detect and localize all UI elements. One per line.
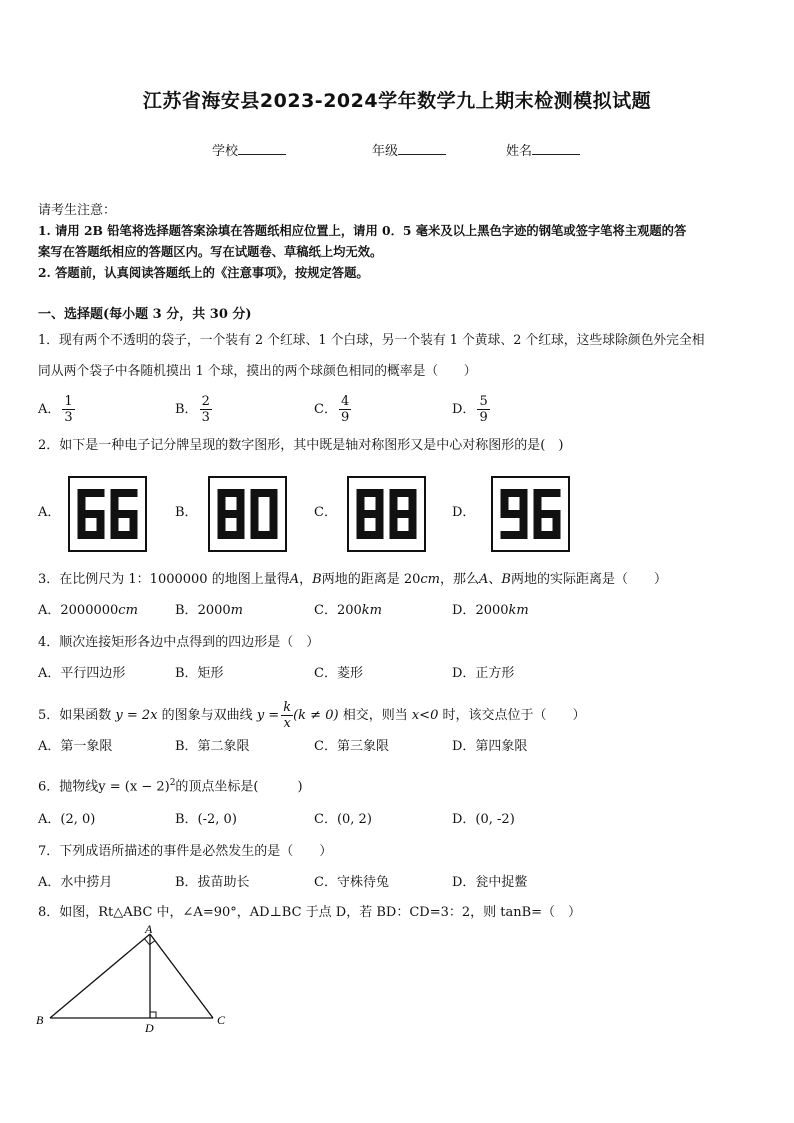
fraction: $\frac{5}{9}$ <box>479 394 488 425</box>
name-field <box>506 140 580 159</box>
notice-line-2: 案写在答题纸相应的答题区内。写在试题卷、草稿纸上均无效。 <box>38 244 383 259</box>
name-blank[interactable] <box>532 142 580 155</box>
q2-option-c-label[interactable]: C． <box>314 505 337 520</box>
digit-segment <box>111 510 138 518</box>
q2-option-a-label[interactable]: A． <box>38 505 61 520</box>
fraction: $\frac{1}{3}$ <box>64 394 73 425</box>
scoreboard-digits <box>70 478 145 550</box>
fraction: $\frac{k}{x}$ <box>283 700 292 731</box>
q1-option-d[interactable]: D． $\frac{5}{9}$ <box>452 394 488 425</box>
school-field <box>212 140 286 159</box>
digit-segment <box>270 489 278 514</box>
q5-option-a[interactable]: A．第一象限 <box>38 739 113 754</box>
q2-text: 2．如下是一种电子记分牌呈现的数字图形，其中既是轴对称图形又是中心对称图形的是( ) <box>38 438 564 453</box>
q6-option-a[interactable]: A．(2, 0) <box>38 812 96 827</box>
scoreboard-digits <box>210 478 285 550</box>
q3-text: 3．在比例尺为 1：1000000 的地图上量得A，B两地的距离是 20cm，那么A、B两地的实际距离是（ ） <box>38 572 667 587</box>
q3-option-b[interactable]: B．2000m <box>175 603 243 618</box>
section-heading: 一、选择题(每小题 3 分，共 30 分) <box>38 307 252 322</box>
q3-option-a[interactable]: A．2000000cm <box>38 603 138 618</box>
notice-line-1: 1. 请用 2B 铅笔将选择题答案涂填在答题纸相应位置上，请用 0．5 毫米及以上黑色字迹的钢笔或签字笔将主观题的答 <box>38 223 687 238</box>
label-d: D <box>145 1021 154 1035</box>
q1-option-a[interactable]: A． $\frac{1}{3}$ <box>38 394 73 425</box>
digit-segment <box>251 489 259 514</box>
q5-text: 5．如果函数 y = 2x 的图象与双曲线 y = $\frac{k}{x}$ (k ≠ 0) 相交，则当 x<0 时，该交点位于（ ） <box>38 700 586 731</box>
q6-option-b[interactable]: B．(-2, 0) <box>175 812 237 827</box>
page-title: 江苏省海安县2023-2024学年数学九上期末检测模拟试题 <box>142 90 652 112</box>
label-a: A <box>145 922 153 936</box>
fraction: $\frac{4}{9}$ <box>340 394 350 425</box>
q1-option-b[interactable]: B． $\frac{2}{3}$ <box>175 394 210 425</box>
notice-line-3: 2. 答题前，认真阅读答题纸上的《注意事项》，按规定答题。 <box>38 265 369 280</box>
q3-option-c[interactable]: C．200km <box>314 603 382 618</box>
digit-segment <box>218 510 245 518</box>
q2-option-b-label[interactable]: B． <box>175 505 198 520</box>
grade-field <box>372 140 446 159</box>
scoreboard-66[interactable] <box>68 476 147 552</box>
q4-option-a[interactable]: A．平行四边形 <box>38 666 126 681</box>
grade-label: 年级 <box>372 144 399 159</box>
q4-option-c[interactable]: C．菱形 <box>314 666 363 681</box>
q7-text: 7．下列成语所描述的事件是必然发生的是（ ） <box>38 844 333 859</box>
q4-option-d[interactable]: D．正方形 <box>452 666 515 681</box>
q6-text: 6．抛物线$y = (x - 2)^2$的顶点坐标是( ) <box>38 778 303 795</box>
label-c: C <box>217 1013 226 1027</box>
notice-heading: 请考生注意： <box>38 203 117 218</box>
grade-blank[interactable] <box>398 142 446 155</box>
triangle-figure <box>30 922 240 1038</box>
q4-text: 4．顺次连接矩形各边中点得到的四边形是（ ） <box>38 635 320 650</box>
digit-segment <box>534 510 561 518</box>
scoreboard-digits <box>349 478 424 550</box>
q7-option-a[interactable]: A．水中捞月 <box>38 875 113 890</box>
digit-segment <box>78 510 105 518</box>
side-ab <box>50 934 150 1018</box>
scoreboard-digits <box>493 478 568 550</box>
school-label: 学校 <box>212 144 239 159</box>
q2-option-d-label[interactable]: D． <box>452 505 476 520</box>
side-ac <box>150 934 213 1018</box>
name-label: 姓名 <box>506 144 533 159</box>
digit-segment <box>357 510 384 518</box>
q8-text: 8．如图，Rt△ABC 中，∠A=90°，AD⊥BC 于点 D，若 BD：CD=3：2，则 tanB=（ ） <box>38 905 582 920</box>
scoreboard-88[interactable] <box>347 476 426 552</box>
right-angle-d <box>150 1012 156 1018</box>
q5-option-c[interactable]: C．第三象限 <box>314 739 389 754</box>
label-b: B <box>36 1013 44 1027</box>
digit-segment <box>501 531 528 539</box>
school-blank[interactable] <box>238 142 286 155</box>
digit-segment <box>251 514 259 539</box>
q6-option-d[interactable]: D．(0, -2) <box>452 812 515 827</box>
scoreboard-80[interactable] <box>208 476 287 552</box>
q6-option-c[interactable]: C．(0, 2) <box>314 812 372 827</box>
q5-option-b[interactable]: B．第二象限 <box>175 739 250 754</box>
scoreboard-96[interactable] <box>491 476 570 552</box>
q7-option-c[interactable]: C．守株待兔 <box>314 875 389 890</box>
q1-line-1: 1．现有两个不透明的袋子，一个装有 2 个红球、1 个白球，另一个装有 1 个黄球、2 个红球，这些球除颜色外完全相 <box>38 333 705 348</box>
q5-option-d[interactable]: D．第四象限 <box>452 739 528 754</box>
q3-option-d[interactable]: D．2000km <box>452 603 529 618</box>
digit-segment <box>501 510 528 518</box>
q4-option-b[interactable]: B．矩形 <box>175 666 224 681</box>
q7-option-b[interactable]: B．拔苗助长 <box>175 875 250 890</box>
q1-line-2: 同从两个袋子中各随机摸出 1 个球，摸出的两个球颜色相同的概率是（ ） <box>38 364 477 379</box>
digit-segment <box>390 510 417 518</box>
q7-option-d[interactable]: D．瓮中捉鳖 <box>452 875 528 890</box>
fraction: $\frac{2}{3}$ <box>201 394 210 425</box>
q1-option-c[interactable]: C． $\frac{4}{9}$ <box>314 394 350 425</box>
